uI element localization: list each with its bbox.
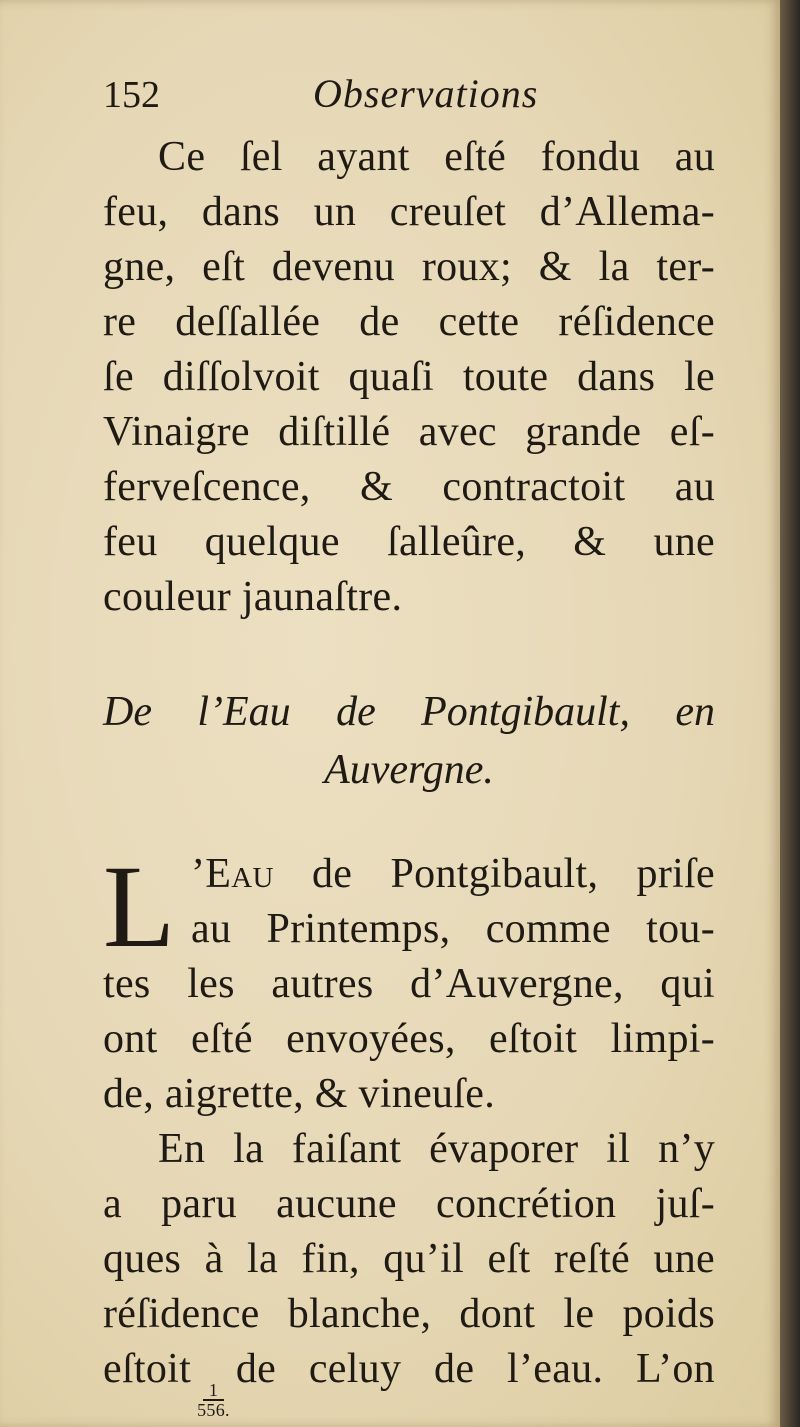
paragraph-line: Ce ſel ayant eſté fondu au bbox=[158, 134, 715, 180]
paragraph-line-text: eſtoit bbox=[103, 1346, 192, 1392]
paragraph-line: gne, eſt devenu roux; & la ter- bbox=[103, 244, 715, 290]
paragraph-line: a paru aucune concrétion juſ- bbox=[103, 1181, 715, 1227]
paragraph-line: ques à la fin, qu’il eſt reſté une bbox=[103, 1236, 715, 1282]
paragraph-line: réſidence blanche, dont le poids bbox=[103, 1291, 715, 1337]
section-heading-line: De l’Eau de Pontgibault, en bbox=[103, 689, 715, 735]
paragraph-line: de, aigrette, & vineuſe. bbox=[103, 1071, 496, 1117]
paragraph-line: feu, dans un creuſet d’Allema- bbox=[103, 189, 715, 235]
paragraph-line bbox=[103, 1342, 715, 1419]
page-number: 152 bbox=[103, 74, 160, 116]
paragraph-line: ſe diſſolvoit quaſi toute dans le bbox=[103, 354, 715, 400]
paragraph-line: En la faiſant évaporer il n’y bbox=[158, 1126, 715, 1172]
paragraph-evaporation bbox=[103, 1122, 715, 1419]
paragraph-salt-residue bbox=[103, 130, 715, 625]
paragraph-line: au Printemps, comme tou- bbox=[191, 906, 715, 952]
section-heading-line: Auvergne. bbox=[324, 747, 494, 793]
running-title: Observations bbox=[313, 71, 539, 116]
paragraph-line: re deſſallée de cette réſidence bbox=[103, 299, 715, 345]
paragraph-line: tes les autres d’Auvergne, qui bbox=[103, 961, 715, 1007]
paragraph-line-text: de Pontgibault, priſe bbox=[273, 851, 715, 897]
fraction-denominator: 556. bbox=[197, 1400, 230, 1420]
paragraph-line: couleur jaunaſtre. bbox=[103, 574, 403, 620]
running-head bbox=[103, 70, 715, 130]
paragraph-line: Vinaigre diſtillé avec grande eſ- bbox=[103, 409, 715, 455]
small-caps-word: ’Eau bbox=[191, 851, 274, 897]
paragraph-pontgibault-water bbox=[103, 841, 715, 1122]
fraction bbox=[197, 1381, 230, 1419]
paragraph-line bbox=[103, 847, 715, 902]
section-heading bbox=[103, 683, 715, 799]
paragraph-line: feu quelque ſalleûre, & une bbox=[103, 519, 715, 565]
fraction-numerator: 1 bbox=[203, 1381, 224, 1401]
paragraph-line-text: de celuy de l’eau. L’on bbox=[235, 1346, 715, 1392]
text-block bbox=[103, 70, 715, 1419]
page-edge-shadow bbox=[780, 0, 800, 1427]
paragraph-line: ferveſcence, & contractoit au bbox=[103, 464, 715, 510]
paragraph-line: ont eſté envoyées, eſtoit limpi- bbox=[103, 1016, 715, 1062]
drop-cap: L bbox=[103, 841, 176, 972]
